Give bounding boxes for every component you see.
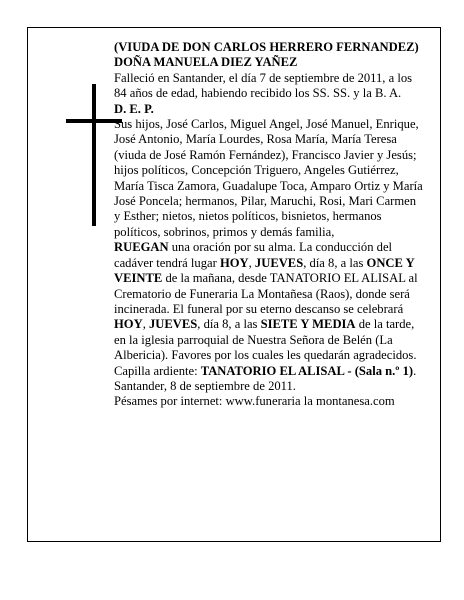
obituary-text [114,40,424,410]
condolences-url: www.funeraria la montanesa.com [225,394,395,409]
widow-of-line: (VIUDA DE DON CARLOS HERRERO FERNANDEZ) [114,40,419,54]
service-details: RUEGAN una oración por su alma. La conducción del cadáver tendrá lugar HOY, JUEVES, día 8, a las ONCE Y VEINTE de la mañana, desde TANATORIO EL ALISAL al Crematorio de Funeraria La Montañesa (Raos), donde será incinerada. El funeral por su eterno descanso se celebrará HOY, JUEVES, día 8, a las SIETE Y MEDIA de la tarde, en la iglesia parroquial de Nuestra Señora de Belén (La Albericia). Favores por los cuales les quedarán agradecidos. [114,240,418,363]
date-line: Santander, 8 de septiembre de 2011. [114,378,296,393]
cross-icon [92,84,96,226]
deceased-name: DOÑA MANUELA DIEZ YAÑEZ [114,55,298,70]
family-list: Sus hijos, José Carlos, Miguel Angel, José Manuel, Enrique, José Antonio, María Lourdes, Rosa María, María Teresa (viuda de José Ramón Fernández), Francisco Javier y Jesús; hijos políticos, Concepción Triguero, Angeles Gutiérrez, María Tisca Zamora, Guadalupe Toca, Amparo Ortiz y María José Poncela; hermanos, Pilar, Maruchi, Rosi, Mari Carmen y Esther; nietos, nietos políticos, bisnietos, hermanos políticos, sobrinos, primos y demás familia, [114,117,423,239]
chapel-line: Capilla ardiente: TANATORIO EL ALISAL - (Sala n.º 1). [114,363,417,378]
condolences-line: Pésames por internet: www.funeraria la montanesa.com [114,394,395,409]
dep-line: D. E. P. [114,101,154,116]
death-notice: Falleció en Santander, el día 7 de septiembre de 2011, a los 84 años de edad, habiendo recibido los SS. SS. y la B. A. [114,70,413,101]
